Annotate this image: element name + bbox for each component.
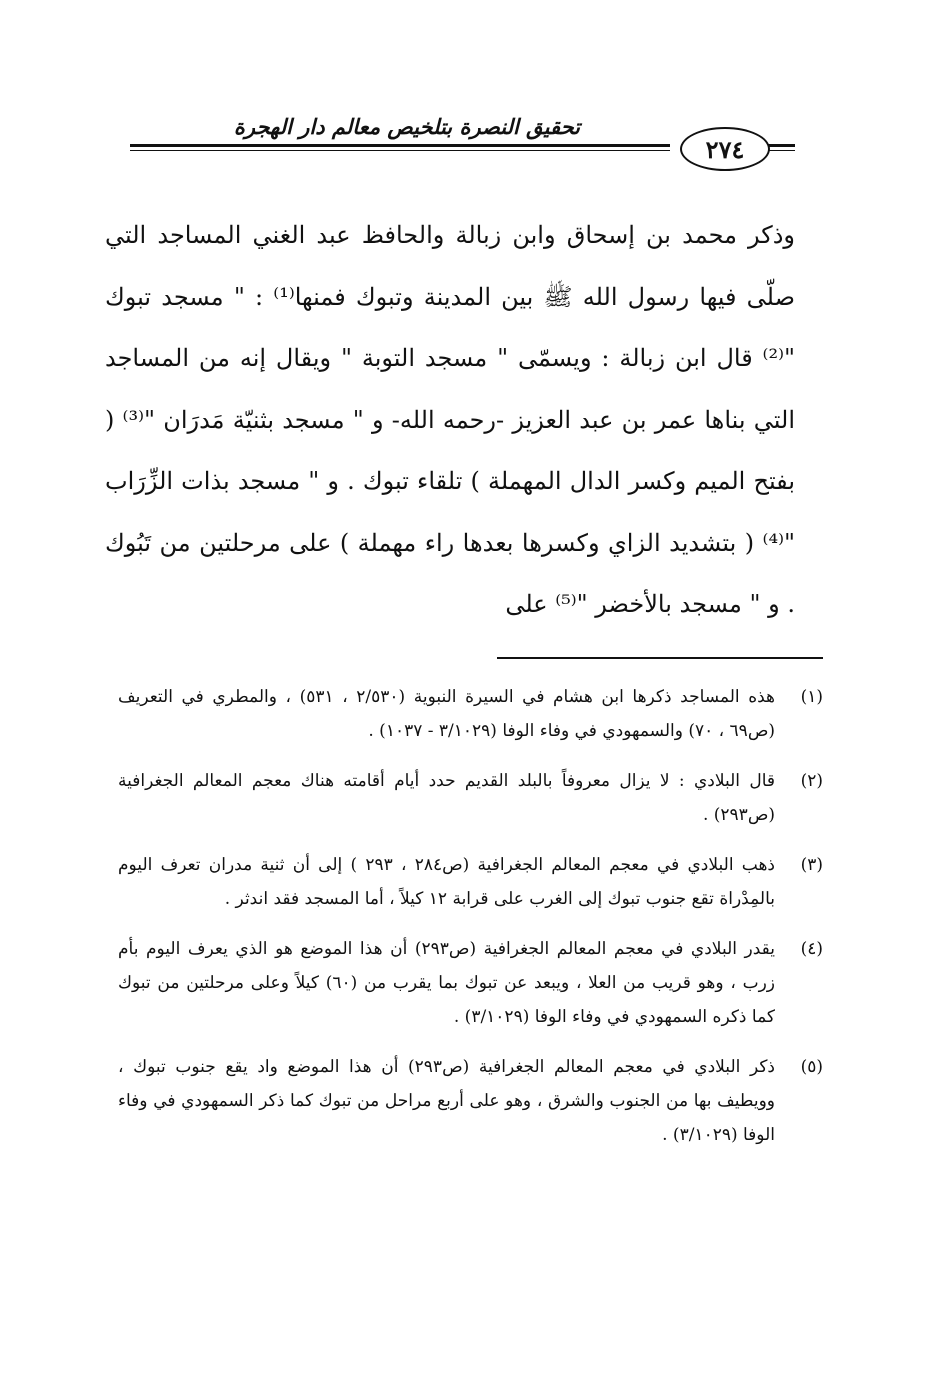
body-paragraph: وذكر محمد بن إسحاق وابن زبالة والحافظ عبد الغني المساجد التي صلّى فيها رسول الله ﷺ بين المدينة وتبوك فمنها⁽¹⁾ : " مسجد تبوك "⁽²⁾ قال ابن زبالة : ويسمّى " مسجد التوبة " ويقال إنه من المساجد التي بناها عمر بن عبد العزيز -رحمه الله- و " مسجد بثنيّة مَدرَان "⁽³⁾ ( بفتح الميم وكسر الدال المهملة ) تلقاء تبوك . و " مسجد بذات الزِّرَاب "⁽⁴⁾ ( بتشديد الزاي وكسرها بعدها راء مهملة ) على مرحلتين من تَبُوك . و " مسجد بالأخضر "⁽⁵⁾ على (105, 221, 795, 618)
badge-tail-rule (768, 144, 795, 147)
footnote-text: يقدر البلادي في معجم المعالم الجغرافية (ص٢٩٣) أن هذا الموضع هو الذي يعرف اليوم بأم زرب ، وهو قريب من العلا ، ويبعد عن تبوك بما يقرب من (٦٠) كيلاً وعلى مرحلتين من تبوك كما ذكره السمهودي في وفاء الوفا (٣/١٠٢٩) . (118, 939, 775, 1027)
footnote-4 (118, 932, 823, 1034)
footnote-text: ذهب البلادي في معجم المعالم الجغرافية (ص٢٨٤ ، ٢٩٣ ) إلى أن ثنية مدران تعرف اليوم بالمِدْراة تقع جنوب تبوك إلى الغرب على قرابة ١٢ كيلاً ، أما المسجد فقد اندثر . (118, 855, 775, 909)
header-rule (130, 144, 670, 147)
badge-tail-rule-thin (768, 150, 795, 151)
footnote-number: (١) (800, 687, 823, 707)
footnote-text: ذكر البلادي في معجم المعالم الجغرافية (ص٢٩٣) أن هذا الموضع واد يقع جنوب تبوك ، وويطيف بها من الجنوب والشرق ، وهو على أربع مراحل من تبوك كما ذكر السمهودي في وفاء الوفا (٣/١٠٢٩) . (118, 1057, 775, 1145)
page-number: ٢٧٤ (705, 134, 745, 164)
footnote-2 (118, 764, 823, 832)
page-header (130, 100, 795, 180)
footnote-separator (497, 657, 823, 659)
page-number-badge (680, 127, 770, 171)
footnote-text: قال البلادي : لا يزال معروفاً بالبلد القديم حدد أيام أقامته هناك معجم المعالم الجغرافية (ص٢٩٣) . (118, 771, 775, 825)
footnotes (118, 680, 823, 1168)
header-rule-thin (130, 150, 670, 151)
footnote-text: هذه المساجد ذكرها ابن هشام في السيرة النبوية (٢/٥٣٠ ، ٥٣١) ، والمطري في التعريف (ص٦٩ ، ٧٠) والسمهودي في وفاء الوفا (٣/١٠٢٩ - ١٠٣٧) . (118, 687, 776, 741)
footnote-number: (٣) (800, 855, 823, 875)
running-title: تحقيق النصرة بتلخيص معالم دار الهجرة (233, 114, 580, 139)
main-body-text (105, 205, 795, 636)
footnote-5 (118, 1050, 823, 1152)
footnote-3 (118, 848, 823, 916)
footnote-number: (٥) (800, 1057, 823, 1077)
footnote-1 (118, 680, 823, 748)
footnote-number: (٢) (800, 771, 823, 791)
footnote-number: (٤) (800, 939, 823, 959)
